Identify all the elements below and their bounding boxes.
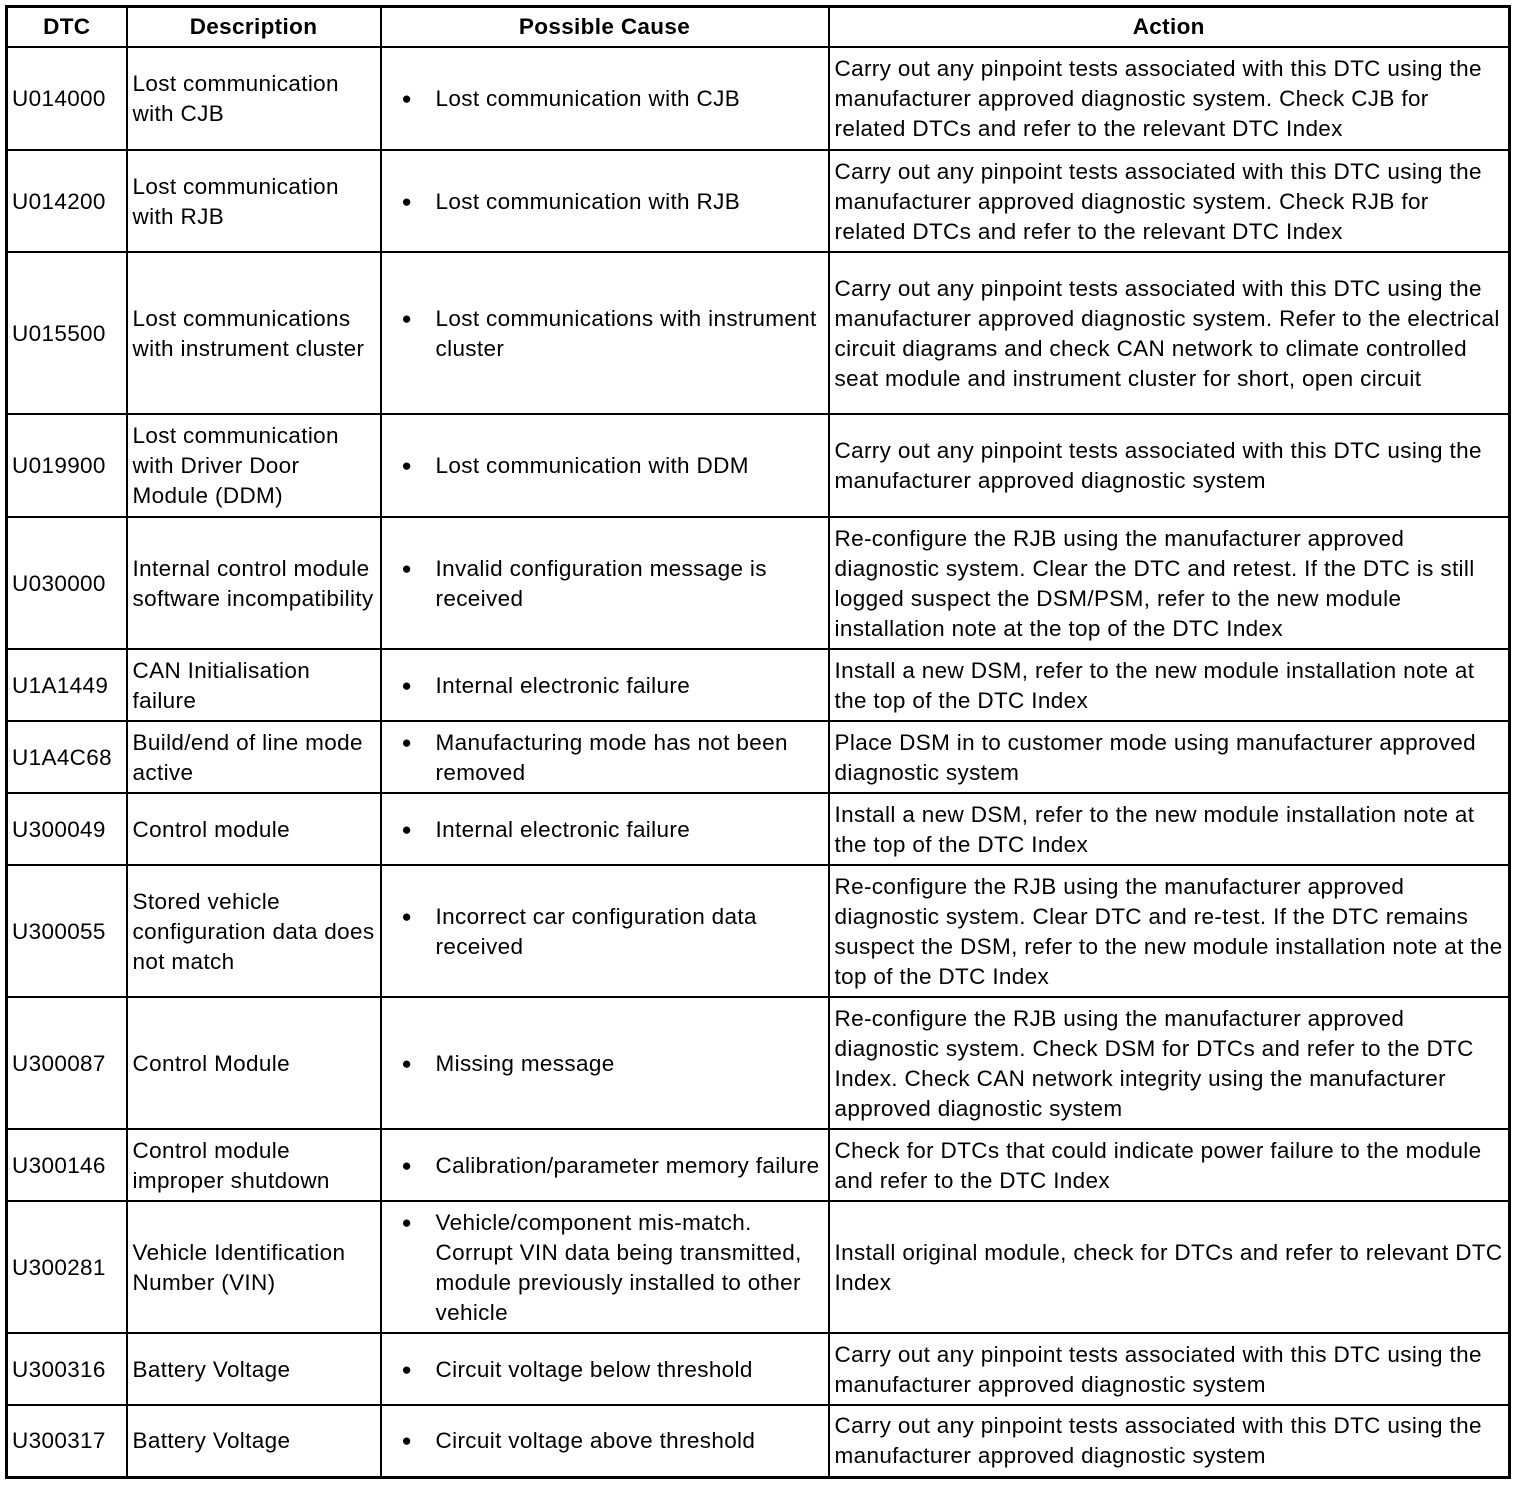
description: Stored vehicle configuration data does not match bbox=[127, 865, 381, 997]
cause-text: Lost communication with RJB bbox=[435, 188, 741, 214]
table-row bbox=[7, 721, 1510, 793]
possible-cause bbox=[381, 793, 829, 865]
bullet-icon: ● bbox=[401, 89, 413, 108]
action: Check for DTCs that could indicate power failure to the module and refer to the DTC Index bbox=[829, 1129, 1510, 1201]
possible-cause bbox=[381, 721, 829, 793]
cause-text: Internal electronic failure bbox=[435, 816, 691, 842]
action: Carry out any pinpoint tests associated with this DTC using the manufacturer approved diagnostic system bbox=[829, 414, 1510, 517]
possible-cause bbox=[381, 517, 829, 649]
table-row bbox=[7, 649, 1510, 721]
header-possible-cause: Possible Cause bbox=[381, 7, 829, 48]
bullet-icon: ● bbox=[401, 456, 413, 475]
description: Internal control module software incompatibility bbox=[127, 517, 381, 649]
action: Carry out any pinpoint tests associated with this DTC using the manufacturer approved diagnostic system bbox=[829, 1333, 1510, 1405]
cause-text: Internal electronic failure bbox=[435, 672, 691, 698]
header-row bbox=[7, 7, 1510, 48]
possible-cause bbox=[381, 1405, 829, 1477]
table-row bbox=[7, 150, 1510, 252]
dtc-code: U300087 bbox=[7, 997, 127, 1129]
table-row bbox=[7, 793, 1510, 865]
dtc-code: U300146 bbox=[7, 1129, 127, 1201]
bullet-icon: ● bbox=[401, 191, 413, 211]
possible-cause bbox=[381, 1333, 829, 1405]
table-row bbox=[7, 414, 1510, 517]
description: Control module bbox=[127, 793, 381, 865]
table-row bbox=[7, 252, 1510, 414]
possible-cause bbox=[381, 1129, 829, 1201]
possible-cause bbox=[381, 150, 829, 252]
bullet-icon: ● bbox=[401, 308, 413, 328]
dtc-code: U300055 bbox=[7, 865, 127, 997]
dtc-table bbox=[5, 5, 1511, 1479]
description: Lost communication with RJB bbox=[127, 150, 381, 252]
bullet-icon: ● bbox=[401, 675, 413, 695]
bullet-icon: ● bbox=[401, 1155, 413, 1175]
possible-cause bbox=[381, 252, 829, 414]
header-action: Action bbox=[829, 7, 1510, 48]
dtc-code: U019900 bbox=[7, 414, 127, 517]
cause-text: Lost communication with DDM bbox=[435, 453, 749, 478]
action: Install a new DSM, refer to the new module installation note at the top of the DTC Index bbox=[829, 793, 1510, 865]
cause-text: Circuit voltage below threshold bbox=[435, 1356, 753, 1382]
possible-cause bbox=[381, 865, 829, 997]
possible-cause bbox=[381, 47, 829, 150]
dtc-code: U300317 bbox=[7, 1405, 127, 1477]
action: Re-configure the RJB using the manufacturer approved diagnostic system. Clear DTC and re-test. If the DTC remains suspect the DSM, refer to the new module installation note at the top of the DTC Index bbox=[829, 865, 1510, 997]
action: Carry out any pinpoint tests associated with this DTC using the manufacturer approved diagnostic system. Refer to the electrical circuit diagrams and check CAN network to climate controlled seat module and instrument cluster for short, open circuit bbox=[829, 252, 1510, 414]
description: CAN Initialisation failure bbox=[127, 649, 381, 721]
bullet-icon: ● bbox=[401, 906, 413, 926]
dtc-code: U014000 bbox=[7, 47, 127, 150]
cause-text: Vehicle/component mis-match. Corrupt VIN data being transmitted, module previously installed to other vehicle bbox=[435, 1209, 802, 1325]
table-row bbox=[7, 1129, 1510, 1201]
table-row bbox=[7, 865, 1510, 997]
description: Control module improper shutdown bbox=[127, 1129, 381, 1201]
description: Lost communication with CJB bbox=[127, 47, 381, 150]
description: Lost communication with Driver Door Module (DDM) bbox=[127, 414, 381, 517]
bullet-icon: ● bbox=[401, 1359, 413, 1379]
description: Build/end of line mode active bbox=[127, 721, 381, 793]
table-row bbox=[7, 517, 1510, 649]
description: Battery Voltage bbox=[127, 1333, 381, 1405]
description: Battery Voltage bbox=[127, 1405, 381, 1477]
cause-text: Invalid configuration message is received bbox=[435, 555, 767, 611]
table-body bbox=[7, 47, 1510, 1477]
action: Re-configure the RJB using the manufacturer approved diagnostic system. Clear the DTC and retest. If the DTC is still logged suspect the DSM/PSM, refer to the new module installation note at the top of the DTC Index bbox=[829, 517, 1510, 649]
possible-cause bbox=[381, 1201, 829, 1333]
action: Re-configure the RJB using the manufacturer approved diagnostic system. Check DSM for DTCs and refer to the DTC Index. Check CAN network integrity using the manufacturer approved diagnostic system bbox=[829, 997, 1510, 1129]
dtc-code: U1A4C68 bbox=[7, 721, 127, 793]
cause-text: Manufacturing mode has not been removed bbox=[435, 729, 788, 785]
dtc-code: U1A1449 bbox=[7, 649, 127, 721]
bullet-icon: ● bbox=[401, 1053, 413, 1073]
cause-text: Missing message bbox=[435, 1050, 615, 1076]
header-dtc: DTC bbox=[7, 7, 127, 48]
bullet-icon: ● bbox=[401, 732, 413, 752]
description: Control Module bbox=[127, 997, 381, 1129]
action: Place DSM in to customer mode using manufacturer approved diagnostic system bbox=[829, 721, 1510, 793]
dtc-code: U014200 bbox=[7, 150, 127, 252]
description: Vehicle Identification Number (VIN) bbox=[127, 1201, 381, 1333]
table-row bbox=[7, 1201, 1510, 1333]
bullet-icon: ● bbox=[401, 558, 413, 578]
possible-cause bbox=[381, 997, 829, 1129]
table-row bbox=[7, 1333, 1510, 1405]
action: Install original module, check for DTCs and refer to relevant DTC Index bbox=[829, 1201, 1510, 1333]
dtc-code: U300316 bbox=[7, 1333, 127, 1405]
dtc-code: U030000 bbox=[7, 517, 127, 649]
cause-text: Calibration/parameter memory failure bbox=[435, 1152, 820, 1178]
table-row bbox=[7, 47, 1510, 150]
action: Carry out any pinpoint tests associated with this DTC using the manufacturer approved diagnostic system. Check RJB for related DTCs and refer to the relevant DTC Index bbox=[829, 150, 1510, 252]
action: Carry out any pinpoint tests associated with this DTC using the manufacturer approved diagnostic system. Check CJB for related DTCs and refer to the relevant DTC Index bbox=[829, 47, 1510, 150]
bullet-icon: ● bbox=[401, 819, 413, 839]
bullet-icon: ● bbox=[401, 1431, 413, 1451]
action: Install a new DSM, refer to the new module installation note at the top of the DTC Index bbox=[829, 649, 1510, 721]
table-row bbox=[7, 1405, 1510, 1477]
dtc-code: U300049 bbox=[7, 793, 127, 865]
cause-text: Circuit voltage above threshold bbox=[435, 1428, 756, 1454]
possible-cause bbox=[381, 649, 829, 721]
description: Lost communications with instrument cluster bbox=[127, 252, 381, 414]
cause-text: Lost communications with instrument cluster bbox=[435, 305, 817, 361]
dtc-code: U015500 bbox=[7, 252, 127, 414]
possible-cause bbox=[381, 414, 829, 517]
table-row bbox=[7, 997, 1510, 1129]
action: Carry out any pinpoint tests associated with this DTC using the manufacturer approved diagnostic system bbox=[829, 1405, 1510, 1477]
bullet-icon: ● bbox=[401, 1212, 413, 1232]
cause-text: Incorrect car configuration data received bbox=[435, 903, 757, 959]
cause-text: Lost communication with CJB bbox=[435, 86, 741, 111]
dtc-code: U300281 bbox=[7, 1201, 127, 1333]
header-description: Description bbox=[127, 7, 381, 48]
